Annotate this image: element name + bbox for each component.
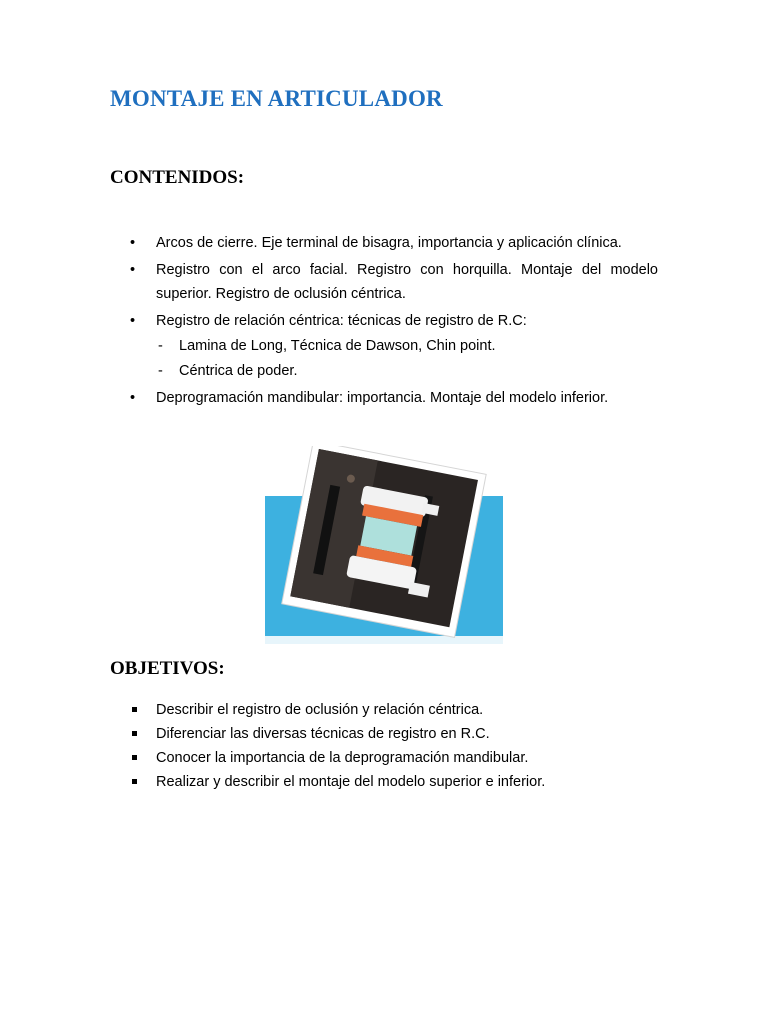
contents-list (0, 231, 658, 410)
objectives-heading: OBJETIVOS: (110, 658, 225, 679)
list-item (0, 722, 658, 746)
list-item (0, 309, 658, 333)
list-item-text: Registro con el arco facial. Registro con horquilla. Montaje del modelo superior. Registro de oclusión céntrica. (156, 262, 658, 302)
list-item (0, 746, 658, 770)
bullet-icon: • (130, 390, 136, 406)
square-bullet-icon (132, 779, 137, 784)
document-title: MONTAJE EN ARTICULADOR (110, 86, 443, 111)
bullet-icon: • (130, 235, 136, 251)
list-item-text: Conocer la importancia de la deprogramación mandibular. (156, 750, 529, 766)
square-bullet-icon (132, 707, 137, 712)
objectives-list (0, 698, 658, 794)
list-item (0, 698, 658, 722)
bullet-icon: • (130, 262, 136, 278)
articulator-photo-graphic (265, 446, 503, 644)
sub-list-item-text: Céntrica de poder. (179, 363, 298, 379)
list-item-text: Describir el registro de oclusión y relación céntrica. (156, 702, 484, 718)
list-item-text: Realizar y describir el montaje del modelo superior e inferior. (156, 774, 546, 790)
bullet-icon: • (130, 313, 136, 329)
list-item-text: Diferenciar las diversas técnicas de registro en R.C. (156, 726, 490, 742)
dash-icon: - (158, 363, 163, 379)
square-bullet-icon (132, 755, 137, 760)
square-bullet-icon (132, 731, 137, 736)
sub-list-item (0, 359, 658, 383)
dash-icon: - (158, 338, 163, 354)
sub-list-item-text: Lamina de Long, Técnica de Dawson, Chin point. (179, 338, 496, 354)
sub-list-item (0, 334, 658, 358)
list-item (0, 770, 658, 794)
list-item (0, 258, 658, 306)
list-item (0, 231, 658, 255)
articulator-photo (265, 446, 503, 644)
list-item-text: Arcos de cierre. Eje terminal de bisagra, importancia y aplicación clínica. (156, 235, 622, 251)
list-item (0, 386, 658, 410)
list-item-text: Registro de relación céntrica: técnicas de registro de R.C: (156, 313, 527, 329)
list-item-text: Deprogramación mandibular: importancia. Montaje del modelo inferior. (156, 390, 609, 406)
contents-heading: CONTENIDOS: (110, 167, 245, 188)
